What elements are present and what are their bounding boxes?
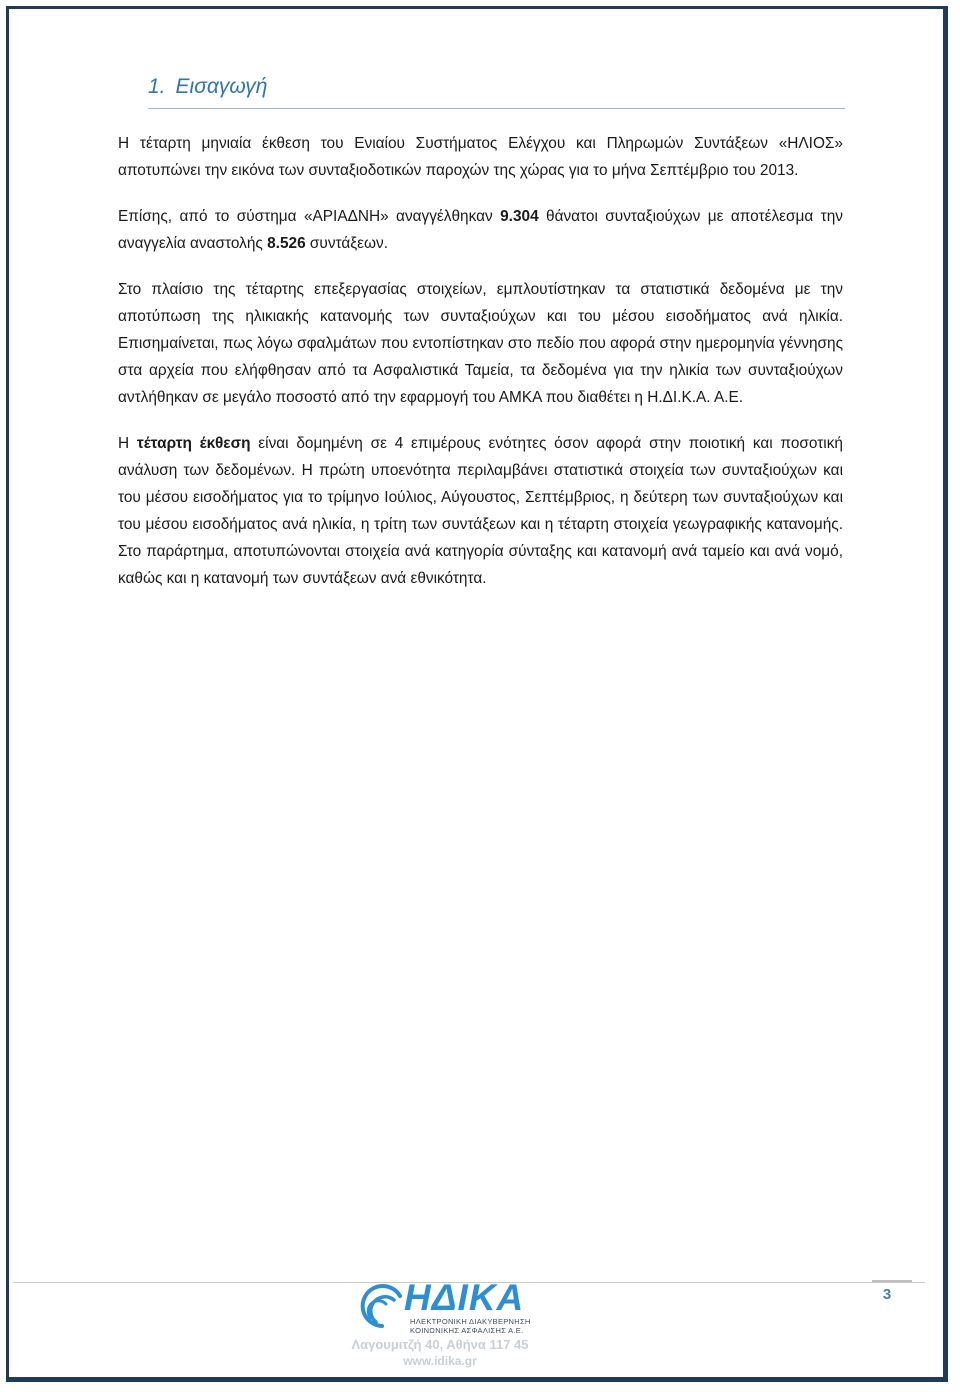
paragraph-structure	[118, 430, 843, 592]
section-title: Εισαγωγή	[175, 75, 268, 98]
bold-report-phrase: τέταρτη έκθεση	[136, 435, 251, 452]
logo-subtitle	[410, 1317, 531, 1335]
paragraph-text: θάνατοι συνταξιούχων με αποτέλεσμα την αναγγελία αναστολής	[118, 208, 843, 252]
paragraph-intro: Η τέταρτη μηνιαία έκθεση του Ενιαίου Συστήματος Ελέγχου και Πληρωμών Συντάξεων «ΗΛΙΟΣ» αποτυπώνει την εικόνα των συνταξιοδοτικών παροχών της χώρας για το μήνα Σεπτέμβριο του 2013.	[118, 135, 843, 179]
logo-subtitle-line-2: ΚΟΙΝΩΝΙΚΗΣ ΑΣΦΑΛΙΣΗΣ Α.Ε.	[410, 1326, 524, 1335]
logo-wordmark: ΗΔΙΚΑ	[404, 1277, 525, 1318]
paragraph-processing: Στο πλαίσιο της τέταρτης επεξεργασίας στοιχείων, εμπλουτίστηκαν τα στατιστικά δεδομένα με την αποτύπωση της ηλικιακής κατανομής των συνταξιούχων και του μέσου εισοδήματος ανά ηλικία. Επισημαίνεται, πως λόγω σφαλμάτων που εντοπίστηκαν στο πεδίο που αφορά στην ημερομηνία γέννησης στα αρχεία που ελήφθησαν από τα Ασφαλιστικά Ταμεία, τα δεδομένα για την ηλικία των συνταξιούχων αντλήθηκαν σε μεγάλο ποσοστό από την εφαρμογή του ΑΜΚΑ που διαθέτει η Η.ΔΙ.Κ.Α. Α.Ε.	[118, 281, 843, 406]
suspensions-count: 8.526	[267, 235, 306, 252]
page-number-rule	[872, 1280, 912, 1282]
deaths-count: 9.304	[500, 208, 539, 225]
section-number: 1.	[148, 75, 166, 98]
logo-subtitle-line-1: ΗΛΕΚΤΡΟΝΙΚΗ ΔΙΑΚΥΒΕΡΝΗΣΗ	[410, 1317, 531, 1326]
document-body	[118, 130, 843, 611]
section-heading	[148, 72, 845, 109]
paragraph-ariadni	[118, 203, 843, 257]
footer-address: Λαγουμιτζή 40, Αθήνα 117 45	[351, 1337, 529, 1352]
footer-website: www.idika.gr	[403, 1354, 477, 1368]
paragraph-text: είναι δομημένη σε 4 επιμέρους ενότητες όσον αφορά στην ποιοτική και ποσοτική ανάλυση των δεδομένων. Η πρώτη υποενότητα περιλαμβάνει στατιστικά στοιχεία των συνταξιούχων και του μέσου εισοδήματος για το τρίμηνο Ιούλιος, Αύγουστος, Σεπτέμβριος, η δεύτερη των συνταξιούχων και του μέσου εισοδήματος ανά ηλικία, η τρίτη των συντάξεων και η τέταρτη στοιχεία γεωγραφικής κατανομής. Στο παράρτημα, αποτυπώνονται στοιχεία ανά κατηγορία σύνταξης και κατανομή ανά ταμείο και ανά νομό, καθώς και η κατανομή των συντάξεων ανά εθνικότητα.	[118, 435, 843, 587]
paragraph-text: Η	[118, 435, 137, 452]
paragraph-text: Επίσης, από το σύστημα «ΑΡΙΑΔΝΗ» αναγγέλθηκαν	[118, 208, 501, 225]
page-number: 3	[882, 1286, 892, 1303]
paragraph-text: συντάξεων.	[305, 235, 389, 252]
